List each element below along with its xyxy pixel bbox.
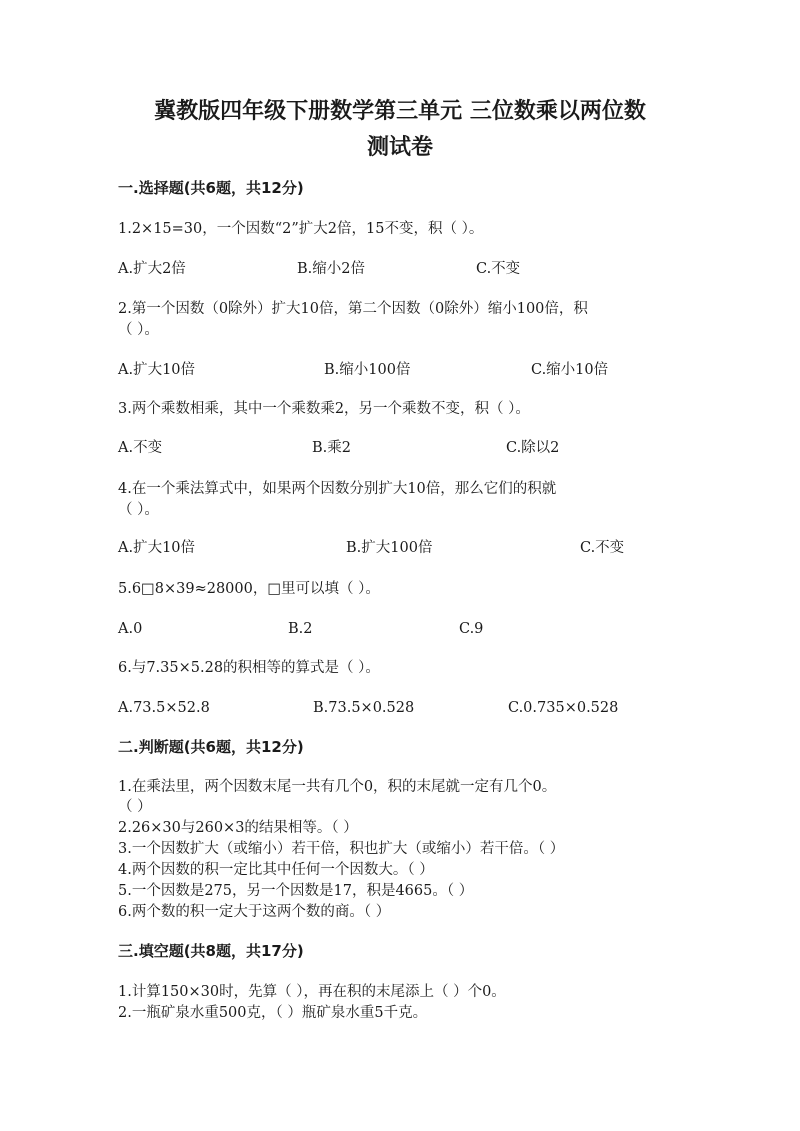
option-b[interactable]: B.2 — [288, 621, 313, 637]
statement-2: 2.26×30与260×3的结果相等。（ ） — [118, 820, 358, 836]
option-c[interactable]: C.除以2 — [506, 440, 560, 456]
option-c[interactable]: C.不变 — [580, 540, 625, 556]
question-text: 5.6□8×39≈28000，□里可以填（ ）。 — [118, 581, 380, 597]
option-b[interactable]: B.乘2 — [312, 440, 351, 456]
option-b[interactable]: B.73.5×0.528 — [313, 700, 415, 716]
option-a[interactable]: A.扩大10倍 — [118, 540, 196, 556]
option-c[interactable]: C.9 — [459, 621, 484, 637]
question-text: 3.两个乘数相乘，其中一个乘数乘2，另一个乘数不变，积（ ）。 — [118, 401, 530, 417]
option-a[interactable]: A.扩大2倍 — [118, 261, 186, 277]
statement-4: 4.两个因数的积一定比其中任何一个因数大。（ ） — [118, 862, 434, 878]
question-text-continued: （ ）。 — [118, 502, 159, 518]
section-heading: 一.选择题(共6题，共12分) — [118, 179, 304, 197]
option-a[interactable]: A.73.5×52.8 — [118, 700, 210, 716]
question-text: 4.在一个乘法算式中，如果两个因数分别扩大10倍，那么它们的积就 — [118, 481, 557, 497]
section-heading: 二.判断题(共6题，共12分) — [118, 738, 304, 756]
option-b[interactable]: B.缩小100倍 — [324, 362, 411, 378]
statement-3: 3.一个因数扩大（或缩小）若干倍，积也扩大（或缩小）若干倍。（ ） — [118, 841, 565, 857]
option-c[interactable]: C.不变 — [476, 261, 521, 277]
fill-question-2: 2.一瓶矿泉水重500克，（ ）瓶矿泉水重5千克。 — [118, 1005, 428, 1021]
question-text: 1.2×15=30，一个因数“2”扩大2倍，15不变，积（ ）。 — [118, 221, 484, 237]
option-a[interactable]: A.不变 — [118, 440, 163, 456]
fill-question-1: 1.计算150×30时，先算（ ），再在积的末尾添上（ ）个0。 — [118, 984, 506, 1000]
option-b[interactable]: B.扩大100倍 — [346, 540, 433, 556]
question-text: 2.第一个因数（0除外）扩大10倍，第二个因数（0除外）缩小100倍，积 — [118, 301, 588, 317]
option-a[interactable]: A.扩大10倍 — [118, 362, 196, 378]
statement-5: 5.一个因数是275，另一个因数是17，积是4665。（ ） — [118, 883, 474, 899]
title-line-2: 测试卷 — [366, 135, 433, 160]
option-b[interactable]: B.缩小2倍 — [297, 261, 365, 277]
question-text: 6.与7.35×5.28的积相等的算式是（ ）。 — [118, 660, 380, 676]
title-line-1: 冀教版四年级下册数学第三单元 三位数乘以两位数 — [154, 99, 646, 124]
statement-1: 1.在乘法里，两个因数末尾一共有几个0，积的末尾就一定有几个0。 — [118, 779, 557, 795]
statement-1-answer[interactable]: （ ） — [118, 799, 152, 815]
statement-6: 6.两个数的积一定大于这两个数的商。（ ） — [118, 904, 391, 920]
option-c[interactable]: C.缩小10倍 — [531, 362, 609, 378]
option-c[interactable]: C.0.735×0.528 — [508, 700, 619, 716]
question-text-continued: （ ）。 — [118, 322, 159, 338]
section-heading: 三.填空题(共8题，共17分) — [118, 942, 304, 960]
option-a[interactable]: A.0 — [118, 621, 143, 637]
